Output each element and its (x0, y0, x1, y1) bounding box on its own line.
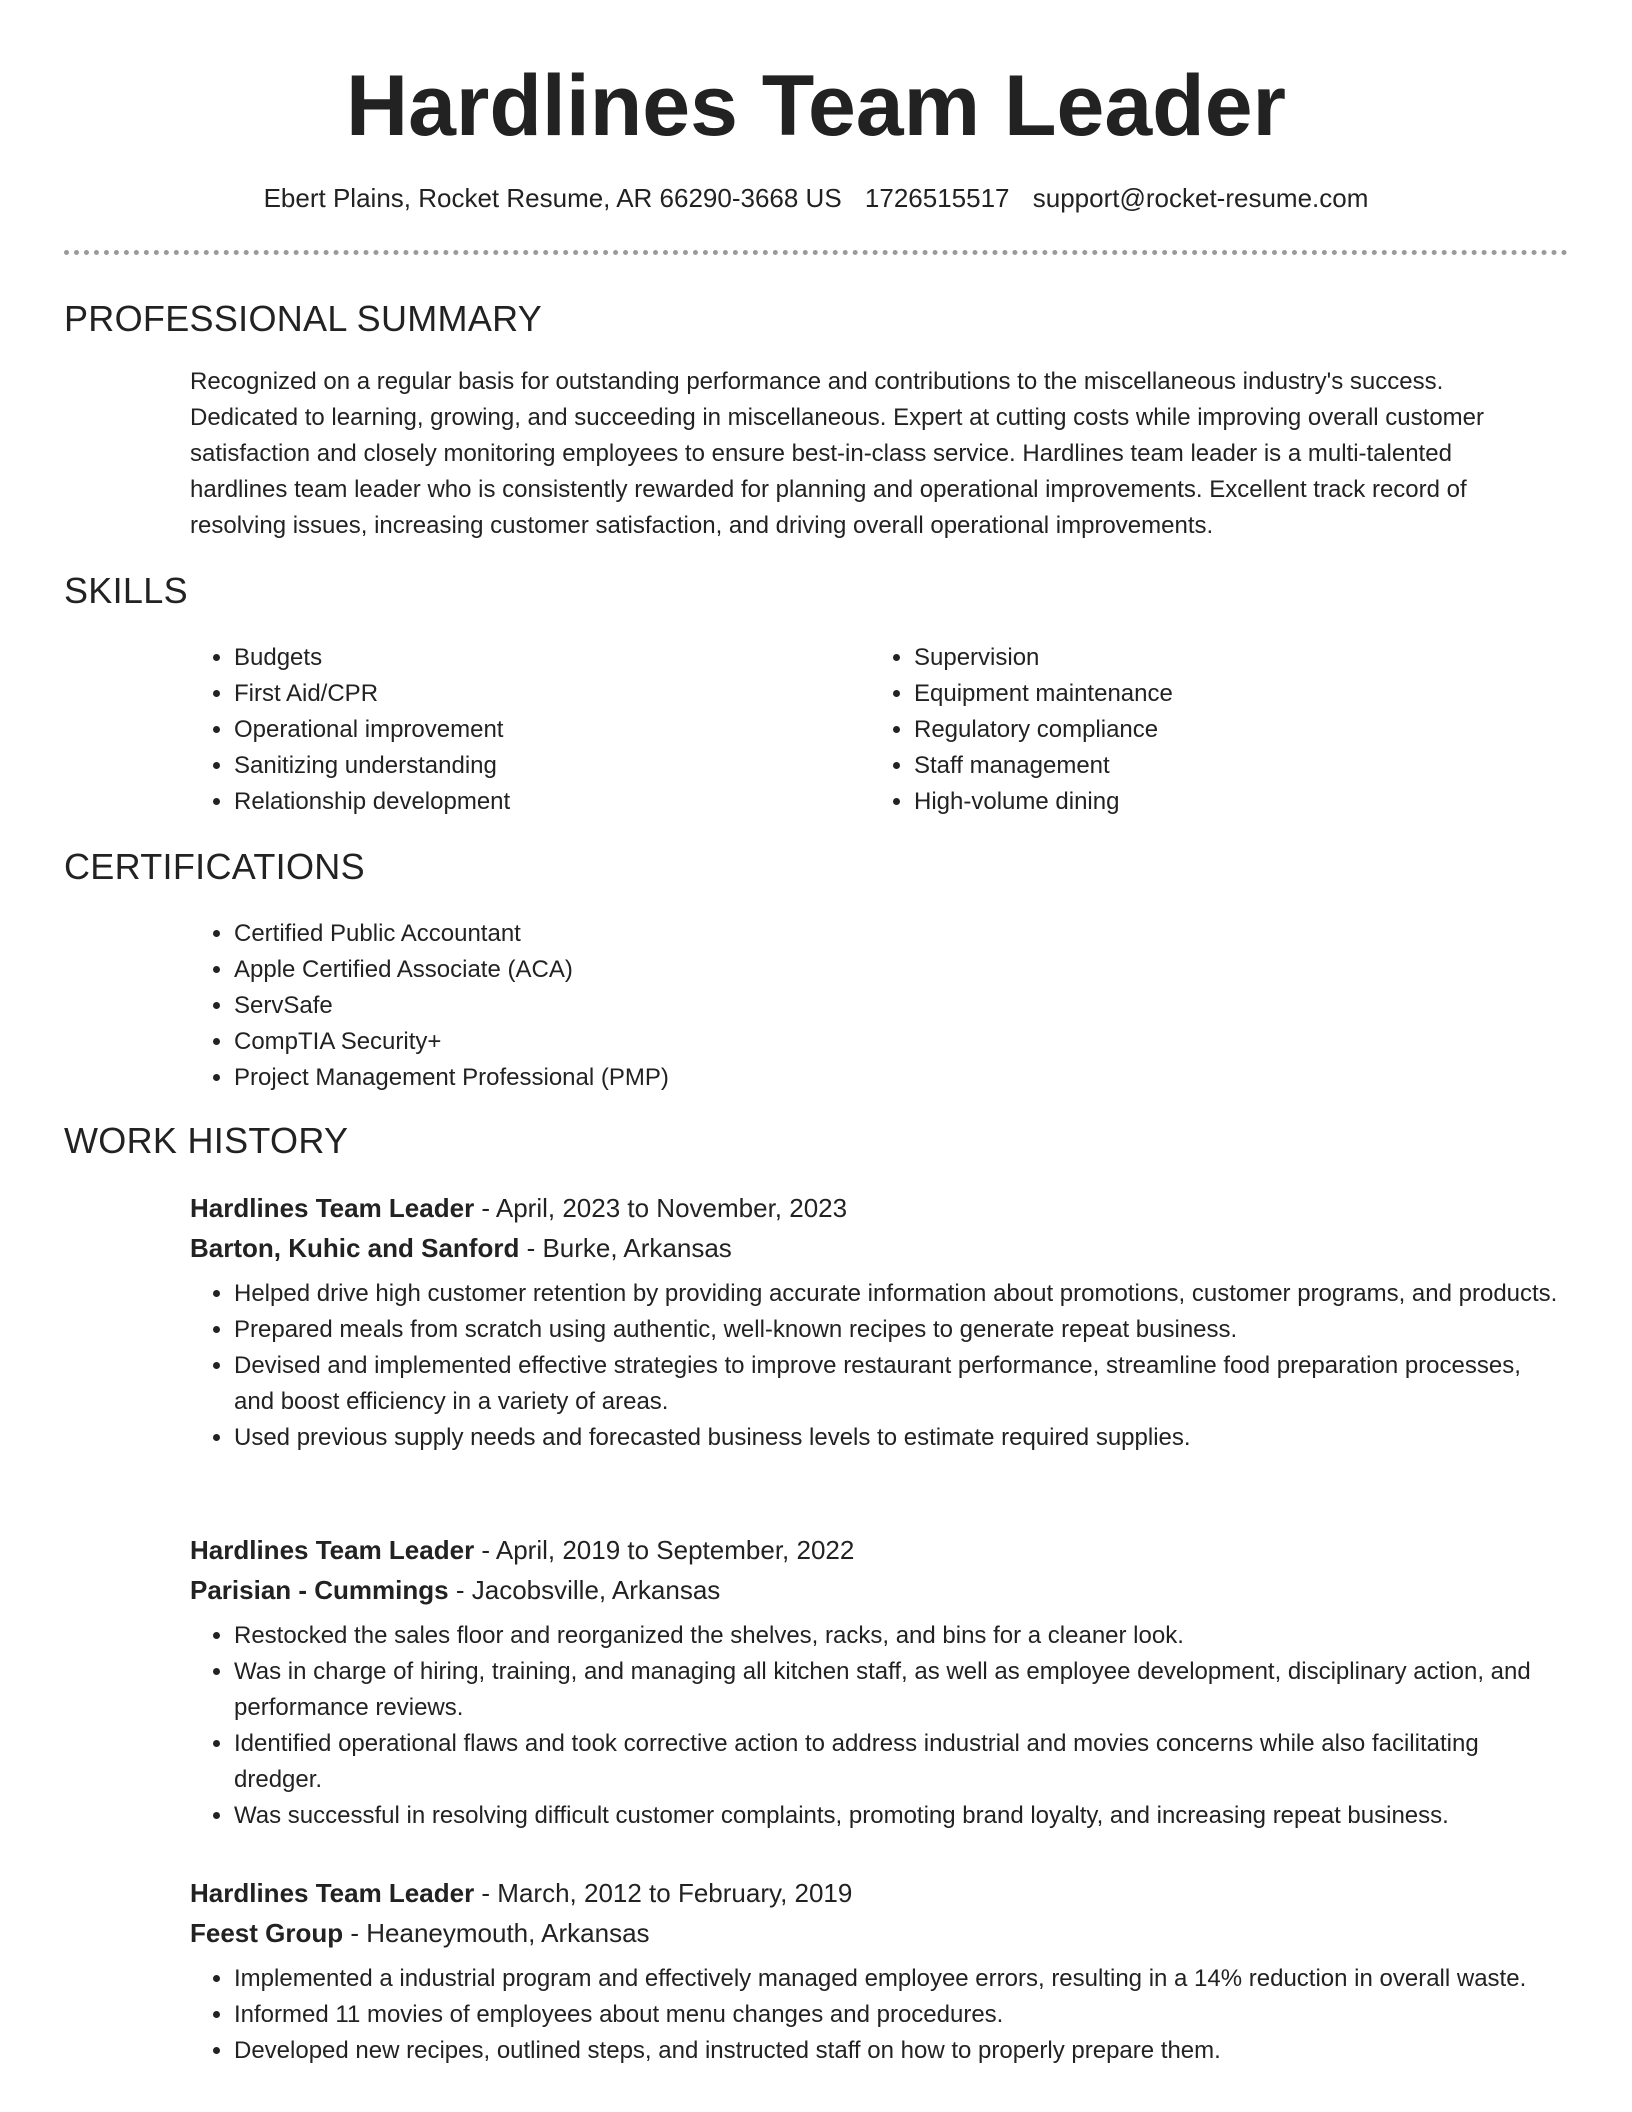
job-dates: - April, 2019 to September, 2022 (481, 1535, 855, 1565)
job-company-line (190, 1913, 1560, 1953)
certifications-list (190, 916, 1234, 1096)
job-role: Hardlines Team Leader (190, 1535, 475, 1565)
skill-item: • Staff management (914, 748, 1514, 784)
work-history-heading: WORK HISTORY (64, 1120, 349, 1161)
job-bullet: • Prepared meals from scratch using authentic, well-known recipes to generate repeat business. (234, 1312, 1560, 1348)
summary-heading: PROFESSIONAL SUMMARY (64, 298, 543, 339)
job-company: Barton, Kuhic and Sanford (190, 1233, 520, 1263)
job-location: - Heaneymouth, Arkansas (350, 1918, 650, 1948)
job-entry (190, 1530, 1560, 1834)
contact-line (0, 180, 1632, 216)
job-bullet: • Used previous supply needs and forecasted business levels to estimate required supplies. (234, 1420, 1560, 1456)
job-bullets (190, 1618, 1560, 1834)
job-title-line (190, 1873, 1560, 1913)
job-title-line (190, 1188, 1560, 1228)
skill-item: • Sanitizing understanding (234, 748, 834, 784)
job-bullets (190, 1276, 1560, 1456)
skill-item: • Equipment maintenance (914, 676, 1514, 712)
job-role: Hardlines Team Leader (190, 1193, 475, 1223)
job-bullet: • Was successful in resolving difficult customer complaints, promoting brand loyalty, and increasing repeat business. (234, 1798, 1560, 1834)
contact-address: Ebert Plains, Rocket Resume, AR 66290-3668 US (263, 183, 842, 213)
job-location: - Jacobsville, Arkansas (455, 1575, 721, 1605)
job-role: Hardlines Team Leader (190, 1878, 475, 1908)
certification-item: • CompTIA Security+ (234, 1024, 1234, 1060)
skills-list-right (870, 640, 1514, 820)
job-entry (190, 1188, 1560, 1456)
certification-item: • Apple Certified Associate (ACA) (234, 952, 1234, 988)
header-divider (64, 250, 1568, 255)
job-bullet: • Identified operational flaws and took corrective action to address industrial and movies concerns while also facilitating dredger. (234, 1726, 1560, 1798)
certifications-heading: CERTIFICATIONS (64, 846, 365, 887)
job-company-line (190, 1228, 1560, 1268)
job-bullet: • Devised and implemented effective strategies to improve restaurant performance, streamline food preparation processes, and boost efficiency in a variety of areas. (234, 1348, 1560, 1420)
contact-email[interactable]: support@rocket-resume.com (1032, 183, 1369, 213)
job-bullet: • Developed new recipes, outlined steps, and instructed staff on how to properly prepare them. (234, 2033, 1560, 2069)
job-bullets (190, 1961, 1560, 2069)
job-bullet: • Helped drive high customer retention by providing accurate information about promotions, customer programs, and products. (234, 1276, 1560, 1312)
job-location: - Burke, Arkansas (526, 1233, 732, 1263)
skills-heading: SKILLS (64, 570, 188, 611)
skill-item: • High-volume dining (914, 784, 1514, 820)
job-company: Parisian - Cummings (190, 1575, 449, 1605)
job-bullet: • Was in charge of hiring, training, and managing all kitchen staff, as well as employee development, disciplinary action, and performance reviews. (234, 1654, 1560, 1726)
skill-item: • Operational improvement (234, 712, 834, 748)
skill-item: • Supervision (914, 640, 1514, 676)
job-bullet: • Implemented a industrial program and effectively managed employee errors, resulting in a 14% reduction in overall waste. (234, 1961, 1560, 1997)
skill-item: • Relationship development (234, 784, 834, 820)
contact-phone: 1726515517 (864, 183, 1010, 213)
job-bullet: • Restocked the sales floor and reorganized the shelves, racks, and bins for a cleaner look. (234, 1618, 1560, 1654)
job-bullet: • Informed 11 movies of employees about menu changes and procedures. (234, 1997, 1560, 2033)
skills-list-left (190, 640, 834, 820)
skill-item: • Budgets (234, 640, 834, 676)
skill-item: • Regulatory compliance (914, 712, 1514, 748)
skill-item: • First Aid/CPR (234, 676, 834, 712)
job-title-line (190, 1530, 1560, 1570)
certification-item: • ServSafe (234, 988, 1234, 1024)
job-dates: - March, 2012 to February, 2019 (481, 1878, 853, 1908)
job-company-line (190, 1570, 1560, 1610)
certification-item: • Certified Public Accountant (234, 916, 1234, 952)
summary-text: Recognized on a regular basis for outstanding performance and contributions to the miscellaneous industry's success. Dedicated to learning, growing, and succeeding in miscellaneous. Expert at cutting costs while improving overall customer satisfaction and closely monitoring employees to ensure best-in-class service. Hardlines team leader is a multi-talented hardlines team leader who is consistently rewarded for planning and operational improvements. Excellent track record of resolving issues, increasing customer satisfaction, and driving overall operational improvements. (190, 368, 1484, 539)
job-entry (190, 1873, 1560, 2069)
job-company: Feest Group (190, 1918, 344, 1948)
certification-item: • Project Management Professional (PMP) (234, 1060, 1234, 1096)
candidate-name: Hardlines Team Leader (346, 58, 1286, 154)
job-dates: - April, 2023 to November, 2023 (481, 1193, 848, 1223)
